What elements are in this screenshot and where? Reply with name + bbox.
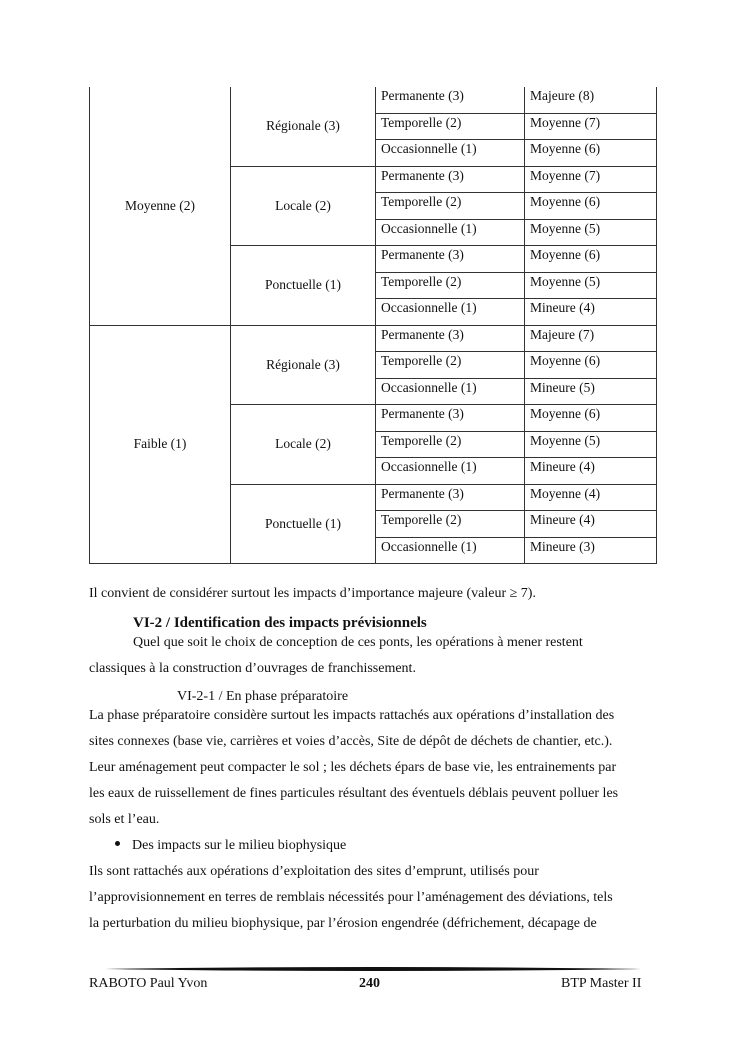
importance-cell: Mineure (3) [525,537,657,564]
importance-cell: Moyenne (7) [525,113,657,140]
section-heading: VI-2 / Identification des impacts prévisionnels [133,615,427,631]
duration-cell: Temporelle (2) [376,193,525,220]
importance-cell: Moyenne (5) [525,219,657,246]
paragraph-1-line-2: sites connexes (base vie, carrières et voies d’accès, Site de dépôt de déchets de chantier, etc.). [89,734,613,749]
extent-cell: Régionale (3) [231,87,376,166]
importance-cell: Majeure (8) [525,87,657,113]
bullet-item [115,838,346,854]
duration-cell: Temporelle (2) [376,431,525,458]
extent-cell: Locale (2) [231,405,376,485]
importance-cell: Mineure (5) [525,378,657,405]
intensity-cell: Moyenne (2) [90,87,231,325]
subsection-heading: VI-2-1 / En phase préparatoire [177,689,349,704]
duration-cell: Permanente (3) [376,166,525,193]
importance-cell: Moyenne (5) [525,272,657,299]
importance-cell: Moyenne (6) [525,140,657,167]
paragraph-2-line-3: la perturbation du milieu biophysique, par l’érosion engendrée (défrichement, décapage de [89,916,597,931]
extent-cell: Régionale (3) [231,325,376,405]
duration-cell: Occasionnelle (1) [376,140,525,167]
paragraph-2-line-2: l’approvisionnement en terres de remblais nécessités pour l’aménagement des déviations, tels [89,890,613,905]
duration-cell: Permanente (3) [376,87,525,113]
importance-cell: Moyenne (4) [525,484,657,511]
paragraph-1-line-3: Leur aménagement peut compacter le sol ; les déchets épars de base vie, les entrainements par [89,760,617,775]
importance-cell: Moyenne (6) [525,246,657,273]
intro-line-1: Quel que soit le choix de conception de ces ponts, les opérations à mener restent [133,635,583,650]
footer-divider [105,966,641,972]
importance-cell: Moyenne (6) [525,193,657,220]
importance-cell: Moyenne (7) [525,166,657,193]
paragraph-1-line-4: les eaux de ruissellement de fines particules résultant des éventuels déblais peuvent polluer les [89,786,619,801]
importance-cell: Moyenne (6) [525,352,657,379]
duration-cell: Occasionnelle (1) [376,378,525,405]
footer-author: RABOTO Paul Yvon [89,976,208,991]
table-row [90,325,657,352]
duration-cell: Temporelle (2) [376,511,525,538]
duration-cell: Occasionnelle (1) [376,458,525,485]
duration-cell: Temporelle (2) [376,352,525,379]
footer-page-number: 240 [359,976,380,991]
extent-cell: Ponctuelle (1) [231,246,376,326]
importance-cell: Moyenne (5) [525,431,657,458]
duration-cell: Occasionnelle (1) [376,299,525,326]
duration-cell: Occasionnelle (1) [376,537,525,564]
duration-cell: Permanente (3) [376,246,525,273]
footer-course: BTP Master II [561,976,642,991]
importance-cell: Moyenne (6) [525,405,657,432]
paragraph-1-line-1: La phase préparatoire considère surtout les impacts rattachés aux opérations d’installation des [89,708,615,723]
duration-cell: Permanente (3) [376,325,525,352]
duration-cell: Occasionnelle (1) [376,219,525,246]
importance-cell: Mineure (4) [525,511,657,538]
duration-cell: Permanente (3) [376,484,525,511]
impact-importance-table [89,87,657,564]
bullet-icon [115,841,120,846]
importance-cell: Majeure (7) [525,325,657,352]
duration-cell: Temporelle (2) [376,272,525,299]
paragraph-2-line-1: Ils sont rattachés aux opérations d’exploitation des sites d’emprunt, utilisés pour [89,864,539,879]
extent-cell: Locale (2) [231,166,376,246]
importance-note: Il convient de considérer surtout les impacts d’importance majeure (valeur ≥ 7). [89,586,536,601]
duration-cell: Permanente (3) [376,405,525,432]
duration-cell: Temporelle (2) [376,113,525,140]
bullet-text: Des impacts sur le milieu biophysique [132,838,347,853]
impact-table-body [90,87,657,564]
table-row [90,87,657,113]
paragraph-1-line-5: sols et l’eau. [89,812,160,827]
intensity-cell: Faible (1) [90,325,231,564]
importance-cell: Mineure (4) [525,299,657,326]
extent-cell: Ponctuelle (1) [231,484,376,564]
intro-line-2: classiques à la construction d’ouvrages de franchissement. [89,661,416,676]
importance-cell: Mineure (4) [525,458,657,485]
